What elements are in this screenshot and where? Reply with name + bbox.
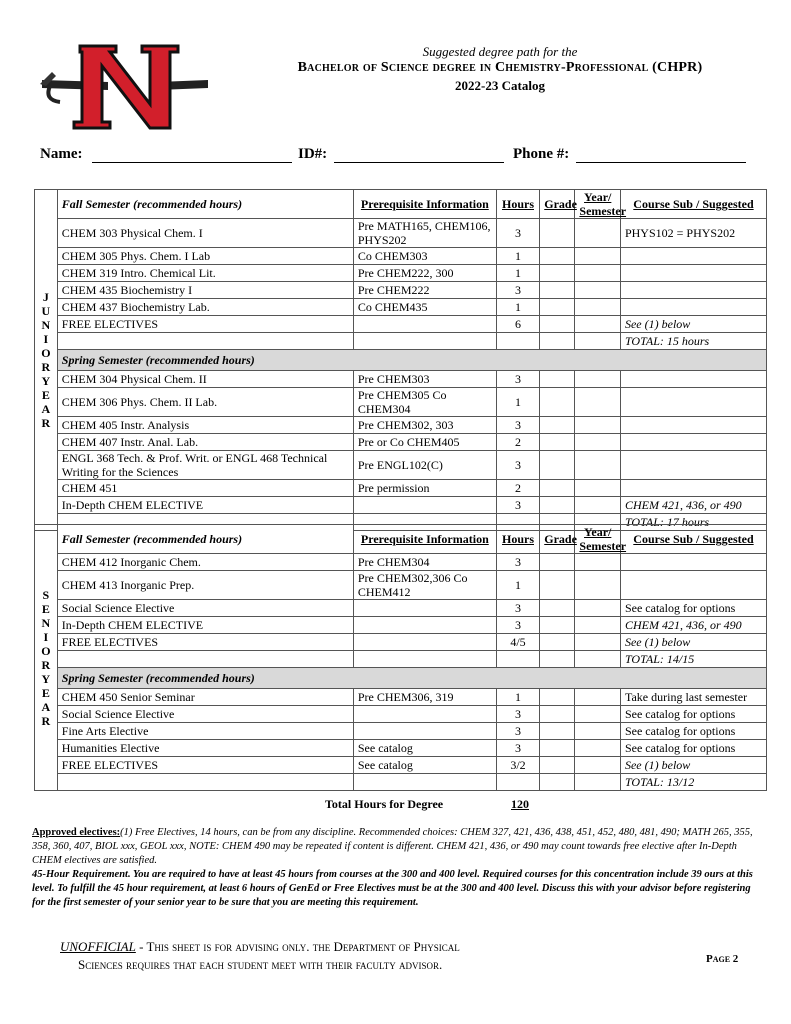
year-semester-header: Year/ Semester (575, 190, 621, 219)
prerequisite-info (353, 651, 496, 668)
course-name: CHEM 413 Inorganic Prep. (57, 571, 353, 600)
grade-cell[interactable] (540, 219, 575, 248)
spring-header-row (35, 668, 767, 689)
hours-value: 3 (496, 723, 539, 740)
hours-value: 1 (496, 689, 539, 706)
year-semester-cell[interactable] (575, 316, 621, 333)
hours-value: 2 (496, 434, 539, 451)
year-semester-cell[interactable] (575, 417, 621, 434)
hours-value: 2 (496, 480, 539, 497)
footer-disclaimer (60, 938, 460, 974)
hours-value: 3 (496, 497, 539, 514)
course-row (35, 757, 767, 774)
course-row (35, 497, 767, 514)
prerequisite-info: Co CHEM435 (353, 299, 496, 316)
grade-cell[interactable] (540, 388, 575, 417)
grade-cell[interactable] (540, 248, 575, 265)
course-sub-suggested: See catalog for options (620, 723, 766, 740)
spring-header-row (35, 350, 767, 371)
grade-cell[interactable] (540, 554, 575, 571)
prerequisite-info: Pre ENGL102(C) (353, 451, 496, 480)
grade-header: Grade (540, 525, 575, 554)
prerequisite-info: Co CHEM303 (353, 248, 496, 265)
unofficial-label: UNOFFICIAL (60, 939, 136, 954)
course-name: CHEM 435 Biochemistry I (57, 282, 353, 299)
senior-year-table (34, 524, 767, 791)
course-row (35, 774, 767, 791)
grade-cell[interactable] (540, 434, 575, 451)
course-sub-suggested: See (1) below (620, 316, 766, 333)
prerequisite-info: See catalog (353, 757, 496, 774)
spring-semester-title: Spring Semester (recommended hours) (57, 668, 766, 689)
course-sub-suggested (620, 480, 766, 497)
grade-cell[interactable] (540, 371, 575, 388)
notes-section (32, 826, 762, 910)
course-sub-suggested: See catalog for options (620, 706, 766, 723)
prerequisite-info (353, 600, 496, 617)
course-row (35, 333, 767, 350)
hours-value: 6 (496, 316, 539, 333)
prerequisite-info: See catalog (353, 740, 496, 757)
course-sub-suggested: CHEM 421, 436, or 490 (620, 617, 766, 634)
hours-value: 3 (496, 371, 539, 388)
year-semester-cell[interactable] (575, 757, 621, 774)
prerequisite-info (353, 497, 496, 514)
course-row (35, 617, 767, 634)
grade-cell[interactable] (540, 497, 575, 514)
grade-cell[interactable] (540, 774, 575, 791)
course-name: CHEM 450 Senior Seminar (57, 689, 353, 706)
total-hours-value: 120 (511, 797, 529, 811)
hours-value: 1 (496, 388, 539, 417)
course-sub-suggested (620, 571, 766, 600)
phone-field[interactable] (576, 146, 746, 163)
course-sub-suggested (620, 417, 766, 434)
course-row (35, 371, 767, 388)
year-semester-cell[interactable] (575, 706, 621, 723)
course-row (35, 554, 767, 571)
year-semester-cell[interactable] (575, 723, 621, 740)
hours-value (496, 651, 539, 668)
hours-value: 3 (496, 219, 539, 248)
grade-cell[interactable] (540, 282, 575, 299)
grade-cell[interactable] (540, 451, 575, 480)
year-vertical-text: S E N I O R Y E A R (41, 587, 51, 728)
grade-cell[interactable] (540, 634, 575, 651)
prerequisite-info: Pre CHEM302,306 Co CHEM412 (353, 571, 496, 600)
course-row (35, 571, 767, 600)
total-hours-label: Total Hours for Degree (325, 797, 444, 811)
course-row (35, 388, 767, 417)
hours-value: 3 (496, 282, 539, 299)
prerequisite-info (353, 634, 496, 651)
grade-cell[interactable] (540, 617, 575, 634)
course-sub-suggested (620, 554, 766, 571)
course-name (57, 651, 353, 668)
prerequisite-info: Pre CHEM304 (353, 554, 496, 571)
course-sub-suggested: TOTAL: 14/15 (620, 651, 766, 668)
course-name: Fine Arts Elective (57, 723, 353, 740)
year-vertical-label (35, 525, 58, 791)
prerequisite-info: Pre CHEM222, 300 (353, 265, 496, 282)
course-sub-suggested (620, 388, 766, 417)
disclaimer-line2: Sciences requires that each student meet with their faculty advisor. (78, 957, 443, 972)
course-name: FREE ELECTIVES (57, 757, 353, 774)
course-name: Humanities Elective (57, 740, 353, 757)
grade-cell[interactable] (540, 316, 575, 333)
prerequisite-info: Pre CHEM306, 319 (353, 689, 496, 706)
year-semester-cell[interactable] (575, 248, 621, 265)
course-name: CHEM 405 Instr. Analysis (57, 417, 353, 434)
hours-value: 1 (496, 248, 539, 265)
hours-value: 3 (496, 554, 539, 571)
year-semester-cell[interactable] (575, 480, 621, 497)
course-name: In-Depth CHEM ELECTIVE (57, 497, 353, 514)
year-semester-cell[interactable] (575, 388, 621, 417)
course-name: CHEM 437 Biochemistry Lab. (57, 299, 353, 316)
spring-semester-title: Spring Semester (recommended hours) (57, 350, 766, 371)
course-row (35, 434, 767, 451)
prerequisite-info (353, 333, 496, 350)
grade-cell[interactable] (540, 571, 575, 600)
grade-cell[interactable] (540, 740, 575, 757)
course-row (35, 265, 767, 282)
course-sub-suggested: See catalog for options (620, 600, 766, 617)
prerequisite-info (353, 774, 496, 791)
grade-cell[interactable] (540, 480, 575, 497)
phone-label: Phone #: (513, 146, 570, 162)
year-semester-cell[interactable] (575, 634, 621, 651)
year-semester-cell[interactable] (575, 265, 621, 282)
prerequisite-info (353, 316, 496, 333)
course-row (35, 600, 767, 617)
course-sub-header: Course Sub / Suggested (620, 190, 766, 219)
hours-value: 3 (496, 600, 539, 617)
fall-header-row (35, 525, 767, 554)
course-name: FREE ELECTIVES (57, 634, 353, 651)
hours-value: 4/5 (496, 634, 539, 651)
hours-header: Hours (496, 190, 539, 219)
id-label: ID#: (298, 146, 328, 162)
page-number: Page 2 (706, 953, 739, 965)
course-name: Social Science Elective (57, 600, 353, 617)
course-name: CHEM 305 Phys. Chem. I Lab (57, 248, 353, 265)
disclaimer-line1: - This sheet is for advising only. the Department of Physical (135, 939, 460, 954)
course-row (35, 723, 767, 740)
grade-cell[interactable] (540, 265, 575, 282)
requirement-label: 45-Hour Requirement. (32, 869, 131, 880)
hours-header: Hours (496, 525, 539, 554)
hours-value: 1 (496, 571, 539, 600)
fall-semester-title: Fall Semester (recommended hours) (57, 525, 353, 554)
year-semester-cell[interactable] (575, 617, 621, 634)
course-sub-suggested (620, 451, 766, 480)
course-row (35, 480, 767, 497)
year-semester-cell[interactable] (575, 600, 621, 617)
year-semester-cell[interactable] (575, 571, 621, 600)
course-name: CHEM 304 Physical Chem. II (57, 371, 353, 388)
course-row (35, 634, 767, 651)
year-semester-cell[interactable] (575, 434, 621, 451)
year-semester-cell[interactable] (575, 554, 621, 571)
fall-header-row (35, 190, 767, 219)
course-name: FREE ELECTIVES (57, 316, 353, 333)
name-field[interactable] (92, 146, 292, 163)
hours-value: 3 (496, 706, 539, 723)
grade-cell[interactable] (540, 757, 575, 774)
prereq-header: Prerequisite Information (353, 190, 496, 219)
course-row (35, 316, 767, 333)
course-name: CHEM 407 Instr. Anal. Lab. (57, 434, 353, 451)
approved-electives-text: (1) Free Electives, 14 hours, can be from any discipline. Recommended choices: CHEM 327, 421, 436, 438, 451, 452, 480, 481, 490; MATH 265, 355, 358, 360, 407, BIOL xxx, GEOL xxx, NOTE: CHEM 490 may be repeated if content is different. CHEM 421, 436, or 490 may count towards free elective after In-Depth CHEM electives are satisfied. (32, 827, 753, 866)
grade-cell[interactable] (540, 299, 575, 316)
course-sub-suggested: PHYS102 = PHYS202 (620, 219, 766, 248)
course-name: In-Depth CHEM ELECTIVE (57, 617, 353, 634)
hours-value: 3 (496, 417, 539, 434)
year-semester-cell[interactable] (575, 497, 621, 514)
year-vertical-text: J U N I O R Y E A R (41, 290, 51, 430)
course-sub-suggested: See catalog for options (620, 740, 766, 757)
course-row (35, 451, 767, 480)
grade-cell[interactable] (540, 723, 575, 740)
course-sub-suggested: TOTAL: 13/12 (620, 774, 766, 791)
junior-year-table (34, 189, 767, 531)
grade-cell[interactable] (540, 600, 575, 617)
hours-value: 3 (496, 740, 539, 757)
course-sub-header: Course Sub / Suggested (620, 525, 766, 554)
course-row (35, 740, 767, 757)
course-row (35, 689, 767, 706)
prerequisite-info: Pre CHEM222 (353, 282, 496, 299)
year-semester-cell[interactable] (575, 651, 621, 668)
course-name: ENGL 368 Tech. & Prof. Writ. or ENGL 468 Technical Writing for the Sciences (57, 451, 353, 480)
prerequisite-info (353, 723, 496, 740)
course-sub-suggested: TOTAL: 17 hours (620, 514, 766, 531)
hours-value (496, 333, 539, 350)
course-row (35, 248, 767, 265)
hours-value: 3 (496, 451, 539, 480)
year-semester-cell[interactable] (575, 299, 621, 316)
course-row (35, 299, 767, 316)
subtitle: Suggested degree path for the (422, 44, 578, 59)
prerequisite-info: Pre MATH165, CHEM106, PHYS202 (353, 219, 496, 248)
course-sub-suggested (620, 248, 766, 265)
course-sub-suggested (620, 282, 766, 299)
university-logo (38, 42, 210, 132)
grade-cell[interactable] (540, 689, 575, 706)
course-name: CHEM 303 Physical Chem. I (57, 219, 353, 248)
hours-value: 1 (496, 299, 539, 316)
catalog-year: 2022-23 Catalog (455, 78, 545, 93)
course-row (35, 282, 767, 299)
degree-title: Bachelor of Science degree in Chemistry-Professional (CHPR) (297, 60, 703, 75)
course-sub-suggested: CHEM 421, 436, or 490 (620, 497, 766, 514)
year-semester-cell[interactable] (575, 282, 621, 299)
prerequisite-info (353, 617, 496, 634)
course-sub-suggested: TOTAL: 15 hours (620, 333, 766, 350)
course-name (57, 333, 353, 350)
course-name: CHEM 412 Inorganic Chem. (57, 554, 353, 571)
year-semester-cell[interactable] (575, 740, 621, 757)
requirement-text: You are required to have at least 45 hours from courses at the 300 and 400 level. Required courses for this concentration include 39 ours at this level. To fulfill the 45 hour requirement, at least 6 hours of GenEd or Free Electives must be at the 300 and 400 level. Discuss this with your advisor before registering for the first semester of your senior year to be sure that you are meeting this requirement. (32, 869, 753, 908)
hours-value: 3/2 (496, 757, 539, 774)
course-sub-suggested (620, 434, 766, 451)
year-semester-cell[interactable] (575, 219, 621, 248)
course-name (57, 774, 353, 791)
course-name: CHEM 306 Phys. Chem. II Lab. (57, 388, 353, 417)
course-sub-suggested: Take during last semester (620, 689, 766, 706)
year-semester-cell[interactable] (575, 774, 621, 791)
name-label: Name: (40, 146, 83, 162)
course-row (35, 417, 767, 434)
course-sub-suggested: See (1) below (620, 634, 766, 651)
grade-cell[interactable] (540, 333, 575, 350)
year-vertical-label (35, 190, 58, 531)
course-sub-suggested (620, 299, 766, 316)
prerequisite-info: Pre permission (353, 480, 496, 497)
course-sub-suggested (620, 265, 766, 282)
prerequisite-info (353, 706, 496, 723)
hours-value: 1 (496, 265, 539, 282)
course-name: CHEM 319 Intro. Chemical Lit. (57, 265, 353, 282)
prerequisite-info: Pre CHEM303 (353, 371, 496, 388)
course-row (35, 706, 767, 723)
hours-value: 3 (496, 617, 539, 634)
prereq-header: Prerequisite Information (353, 525, 496, 554)
id-field[interactable] (334, 146, 504, 163)
approved-electives-label: Approved electives: (32, 827, 121, 838)
grade-header: Grade (540, 190, 575, 219)
year-semester-cell[interactable] (575, 371, 621, 388)
course-name: CHEM 451 (57, 480, 353, 497)
year-semester-cell[interactable] (575, 333, 621, 350)
year-semester-cell[interactable] (575, 689, 621, 706)
grade-cell[interactable] (540, 417, 575, 434)
course-sub-suggested: See (1) below (620, 757, 766, 774)
fall-semester-title: Fall Semester (recommended hours) (57, 190, 353, 219)
course-row (35, 219, 767, 248)
course-row (35, 651, 767, 668)
course-name: Social Science Elective (57, 706, 353, 723)
grade-cell[interactable] (540, 651, 575, 668)
year-semester-header: Year/ Semester (575, 525, 621, 554)
prerequisite-info: Pre CHEM302, 303 (353, 417, 496, 434)
year-semester-cell[interactable] (575, 451, 621, 480)
course-sub-suggested (620, 371, 766, 388)
hours-value (496, 774, 539, 791)
prerequisite-info: Pre or Co CHEM405 (353, 434, 496, 451)
grade-cell[interactable] (540, 706, 575, 723)
prerequisite-info: Pre CHEM305 Co CHEM304 (353, 388, 496, 417)
